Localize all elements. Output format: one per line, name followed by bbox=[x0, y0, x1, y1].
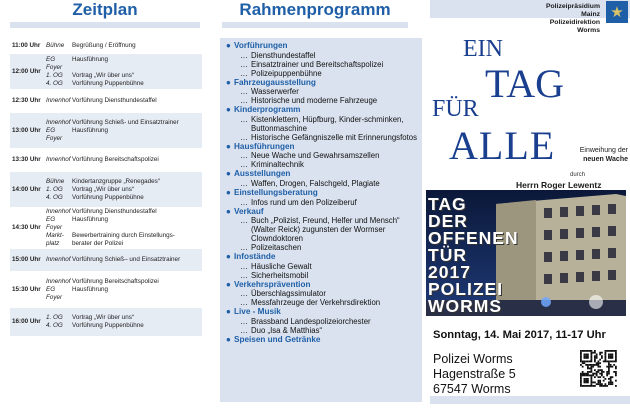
program-section-title bbox=[220, 280, 422, 290]
program-item bbox=[220, 69, 422, 78]
schedule-entry bbox=[46, 178, 202, 186]
schedule-time: 11:00 Uhr bbox=[12, 42, 41, 49]
ellipsis-icon: … bbox=[240, 160, 248, 170]
schedule-activity: Kindertanzgruppe „Renegades“ bbox=[72, 177, 160, 185]
schedule-entries bbox=[46, 56, 202, 88]
event-date: Sonntag, 14. Mai 2017, 11-17 Uhr bbox=[433, 329, 606, 341]
schedule-entry bbox=[46, 286, 202, 302]
program-item-label: Historische Gefängniszelle mit Erinnerungsfotos bbox=[251, 132, 417, 142]
ellipsis-icon: … bbox=[240, 270, 248, 280]
schedule-location: Innenhof bbox=[46, 97, 71, 104]
overlay-line: WORMS bbox=[428, 296, 503, 316]
schedule-location: 4. OG bbox=[46, 193, 63, 201]
program-item-label: Kistenklettern, Hüpfburg, Kinder-schminken, Buttonmaschine bbox=[251, 114, 404, 133]
ellipsis-icon: … bbox=[240, 197, 248, 207]
schedule-entry bbox=[46, 208, 202, 216]
schedule-location: Innenhof bbox=[46, 118, 71, 126]
bullet-icon: ● bbox=[226, 187, 231, 197]
schedule-row bbox=[10, 248, 202, 271]
org-line-2: Polizeidirektion Worms bbox=[549, 19, 600, 34]
schedule-location: EG Foyer bbox=[46, 126, 63, 142]
schedule-location: 4. OG bbox=[46, 322, 63, 329]
schedule-time: 15:00 Uhr bbox=[12, 256, 41, 263]
schedule-entry bbox=[46, 216, 202, 232]
bullet-icon: ● bbox=[226, 334, 231, 344]
by-text: durch bbox=[570, 172, 586, 178]
schedule-entry bbox=[46, 232, 202, 240]
schedule-location: Innenhof bbox=[46, 256, 71, 263]
address-line-2: Hagenstraße 5 bbox=[433, 367, 516, 381]
schedule-time: 13:30 Uhr bbox=[12, 156, 41, 163]
bullet-icon: ● bbox=[226, 252, 231, 262]
schedule-activity: Vortrag „Wir über uns“ bbox=[72, 185, 134, 193]
ellipsis-icon: … bbox=[240, 316, 248, 326]
schedule-entry bbox=[46, 97, 202, 105]
program-item-label: Neue Wache und Gewahrsamszellen bbox=[251, 151, 380, 161]
schedule-activity: Vorführung Bereitschaftspolizei bbox=[72, 156, 159, 163]
schedule-location: EG Foyer bbox=[46, 285, 63, 301]
program-section-label: Hausführungen bbox=[234, 141, 295, 151]
schedule-entries bbox=[46, 256, 202, 264]
schedule-location: Markt- bbox=[46, 232, 64, 239]
program-item-label: Sicherheitsmobil bbox=[251, 270, 309, 280]
schedule-time: 16:00 Uhr bbox=[12, 318, 41, 325]
program-item bbox=[220, 151, 422, 160]
schedule-entries bbox=[46, 119, 202, 143]
program-item bbox=[220, 262, 422, 271]
overlay-line: TÜR bbox=[428, 245, 467, 265]
program-title: Rahmenprogramm bbox=[239, 0, 391, 19]
schedule-header-bar bbox=[10, 22, 200, 28]
schedule-activity: Vorführung Diensthundestaffel bbox=[72, 97, 157, 104]
ellipsis-icon: … bbox=[240, 289, 248, 299]
schedule-activity: Hausführung bbox=[72, 55, 109, 63]
program-section-label: Speisen und Getränke bbox=[234, 334, 321, 344]
program-item bbox=[220, 96, 422, 105]
program-item-label: Überschlagssimulator bbox=[251, 289, 326, 299]
schedule-activity: Hausführung bbox=[72, 126, 109, 134]
program-list bbox=[220, 38, 422, 402]
program-item-label: Häusliche Gewalt bbox=[251, 261, 312, 271]
police-star-icon: ★ bbox=[606, 1, 628, 23]
ellipsis-icon: … bbox=[240, 132, 248, 142]
program-section-label: Verkehrsprävention bbox=[234, 279, 311, 289]
schedule-entry bbox=[46, 256, 202, 264]
ellipsis-icon: … bbox=[240, 243, 248, 253]
headline-word-2: TAG bbox=[485, 61, 565, 106]
org-line-1: Polizeipräsidium Mainz bbox=[545, 3, 600, 18]
poster-top-bar bbox=[430, 0, 630, 18]
schedule-entries bbox=[46, 97, 202, 105]
poster-bottom-bar bbox=[430, 396, 630, 404]
program-item bbox=[220, 198, 422, 207]
schedule-location: EG Foyer bbox=[46, 216, 63, 231]
overlay-line: DER bbox=[428, 211, 468, 231]
program-item bbox=[220, 115, 422, 133]
ellipsis-icon: … bbox=[240, 50, 248, 60]
schedule-entry bbox=[46, 119, 202, 127]
qr-code-graphic bbox=[580, 350, 617, 387]
guest-name: Herrn Roger Lewentz bbox=[516, 180, 602, 190]
program-item-label: Duo „Isa & Matthias“ bbox=[251, 325, 323, 335]
schedule-location: 1. OG bbox=[46, 71, 63, 79]
program-section-title bbox=[220, 78, 422, 88]
schedule-table bbox=[10, 38, 202, 336]
schedule-entry bbox=[46, 127, 202, 143]
program-section-label: Kinderprogramm bbox=[234, 105, 301, 115]
schedule-location: EG Foyer bbox=[46, 55, 63, 71]
ellipsis-icon: … bbox=[240, 96, 248, 106]
schedule-title: Zeitplan bbox=[72, 0, 138, 19]
program-item-label: Wasserwerfer bbox=[251, 87, 299, 97]
schedule-entry bbox=[46, 156, 202, 164]
program-section-title bbox=[220, 41, 422, 51]
schedule-entry bbox=[46, 322, 202, 330]
schedule-activity: Bewerbertraining durch Einstellungs- bbox=[72, 232, 175, 239]
ellipsis-icon: … bbox=[240, 87, 248, 97]
schedule-entry bbox=[46, 240, 202, 248]
program-item bbox=[220, 298, 422, 307]
program-section-label: Ausstellungen bbox=[234, 169, 291, 179]
program-item-label: Kriminaltechnik bbox=[251, 160, 304, 170]
overlay-line: TAG bbox=[428, 194, 467, 214]
schedule-activity: Vorführung Diensthundestaffel bbox=[72, 208, 157, 215]
program-section-label: Vorführungen bbox=[234, 41, 288, 50]
program-panel bbox=[212, 0, 418, 412]
overlay-line: POLIZEI bbox=[428, 279, 504, 299]
schedule-location: 4. OG bbox=[46, 79, 63, 87]
schedule-entry bbox=[46, 194, 202, 202]
schedule-activity: Vorführung Bereitschaftspolizei bbox=[72, 277, 159, 285]
ellipsis-icon: … bbox=[240, 325, 248, 335]
program-item bbox=[220, 179, 422, 188]
program-item bbox=[220, 326, 422, 335]
program-item-label: Messfahrzeuge der Verkehrsdirektion bbox=[251, 298, 381, 308]
inauguration-line-1: Einweihung der bbox=[579, 147, 628, 154]
schedule-location: Innenhof bbox=[46, 156, 71, 163]
schedule-time: 13:00 Uhr bbox=[12, 126, 41, 134]
schedule-entry bbox=[46, 314, 202, 322]
program-section-title bbox=[220, 307, 422, 317]
program-item bbox=[220, 317, 422, 326]
schedule-location: 1. OG bbox=[46, 185, 63, 193]
program-header-bar bbox=[222, 22, 408, 28]
schedule-location: Innenhof bbox=[46, 277, 71, 285]
inauguration-line-2: neuen Wache bbox=[583, 156, 628, 163]
schedule-entry bbox=[46, 186, 202, 194]
ellipsis-icon: … bbox=[240, 151, 248, 161]
address-line-3: 67547 Worms bbox=[433, 382, 511, 396]
headline-word-3: FÜR bbox=[432, 96, 479, 122]
schedule-location: Bühne bbox=[46, 42, 65, 49]
program-item bbox=[220, 51, 422, 60]
schedule-entry bbox=[46, 56, 202, 72]
schedule-time: 12:00 Uhr bbox=[12, 67, 41, 75]
program-section-label: Infostände bbox=[234, 252, 276, 262]
schedule-entry bbox=[46, 42, 202, 50]
schedule-activity: Vorführung Puppenbühne bbox=[72, 322, 144, 329]
program-item bbox=[220, 87, 422, 96]
schedule-row bbox=[10, 171, 202, 207]
building-photo bbox=[426, 190, 626, 316]
schedule-time: 14:30 Uhr bbox=[12, 224, 41, 231]
program-item-label: Buch „Polizist, Freund, Helfer und Mensch“ (Walter Reick) zugunsten der Wormser Clowndoktoren bbox=[251, 216, 400, 244]
program-section-title bbox=[220, 142, 422, 152]
program-section-label: Fahrzeugausstellung bbox=[234, 77, 316, 87]
ellipsis-icon: … bbox=[240, 298, 248, 308]
program-item bbox=[220, 160, 422, 169]
schedule-activity: Vorführung Schieß- und Einsatztrainer bbox=[72, 118, 179, 126]
schedule-activity: Hausführung bbox=[72, 285, 109, 293]
schedule-activity: Vortrag „Wir über uns“ bbox=[72, 314, 134, 321]
schedule-activity: Vortrag „Wir über uns“ bbox=[72, 71, 134, 79]
schedule-entry bbox=[46, 278, 202, 286]
schedule-location: 1. OG bbox=[46, 314, 63, 321]
bullet-icon: ● bbox=[226, 279, 231, 289]
ellipsis-icon: … bbox=[240, 59, 248, 69]
ellipsis-icon: … bbox=[240, 261, 248, 271]
program-item-label: Waffen, Drogen, Falschgeld, Plagiate bbox=[251, 178, 380, 188]
program-section-title bbox=[220, 252, 422, 262]
overlay-line: OFFENEN bbox=[428, 228, 519, 248]
bullet-icon: ● bbox=[226, 307, 231, 317]
schedule-panel bbox=[0, 0, 210, 412]
program-item bbox=[220, 289, 422, 298]
schedule-row bbox=[10, 38, 202, 53]
schedule-time: 14:00 Uhr bbox=[12, 185, 41, 193]
schedule-entries bbox=[46, 42, 202, 50]
overlay-line: 2017 bbox=[428, 262, 471, 282]
schedule-entry bbox=[46, 80, 202, 88]
inauguration-text bbox=[556, 146, 628, 164]
headline-word-1: EIN bbox=[463, 36, 503, 62]
schedule-row bbox=[10, 53, 202, 89]
program-section-title bbox=[220, 105, 422, 115]
program-item-label: Diensthundestaffel bbox=[251, 50, 316, 60]
program-item bbox=[220, 216, 422, 243]
schedule-row bbox=[10, 112, 202, 148]
program-section-label: Verkauf bbox=[234, 206, 264, 216]
schedule-entries bbox=[46, 278, 202, 302]
headline-word-4: ALLE bbox=[449, 123, 556, 168]
schedule-entries bbox=[46, 156, 202, 164]
program-item bbox=[220, 243, 422, 252]
ellipsis-icon: … bbox=[240, 216, 248, 226]
program-section-title bbox=[220, 335, 422, 345]
ellipsis-icon: … bbox=[240, 178, 248, 188]
program-item-label: Einsatztrainer und Bereitschaftspolizei bbox=[251, 59, 384, 69]
program-section-label: Einstellungsberatung bbox=[234, 187, 318, 197]
schedule-activity: Vorführung Schieß– und Einsatztrainer bbox=[72, 256, 181, 263]
schedule-row bbox=[10, 148, 202, 171]
bullet-icon: ● bbox=[226, 169, 231, 179]
bullet-icon: ● bbox=[226, 206, 231, 216]
police-org-text bbox=[536, 3, 600, 35]
schedule-entries bbox=[46, 208, 202, 248]
schedule-time: 15:30 Uhr bbox=[12, 285, 41, 293]
address-line-1: Polizei Worms bbox=[433, 352, 513, 366]
ellipsis-icon: … bbox=[240, 68, 248, 78]
program-item-label: Infos rund um den Polizeiberuf bbox=[251, 197, 357, 207]
ellipsis-icon: … bbox=[240, 114, 248, 124]
schedule-location: platz bbox=[46, 240, 60, 247]
bullet-icon: ● bbox=[226, 41, 231, 50]
program-section-title bbox=[220, 169, 422, 179]
bullet-icon: ● bbox=[226, 105, 231, 115]
schedule-row bbox=[10, 307, 202, 336]
schedule-row bbox=[10, 207, 202, 248]
schedule-activity: Hausführung bbox=[72, 216, 109, 223]
program-section-title bbox=[220, 188, 422, 198]
schedule-activity: Begrüßung / Eröffnung bbox=[72, 42, 136, 49]
program-item-label: Polizeitaschen bbox=[251, 243, 302, 253]
program-section-title bbox=[220, 207, 422, 217]
program-item-label: Historische und moderne Fahrzeuge bbox=[251, 96, 378, 106]
schedule-activity: Vorführung Puppenbühne bbox=[72, 79, 144, 87]
qr-code-icon[interactable] bbox=[580, 350, 617, 387]
schedule-time: 12:30 Uhr bbox=[12, 97, 41, 104]
schedule-row bbox=[10, 89, 202, 112]
bullet-icon: ● bbox=[226, 77, 231, 87]
program-section-label: Live - Musik bbox=[234, 307, 281, 317]
schedule-entries bbox=[46, 178, 202, 202]
program-item bbox=[220, 133, 422, 142]
schedule-entry bbox=[46, 72, 202, 80]
bullet-icon: ● bbox=[226, 141, 231, 151]
program-item bbox=[220, 60, 422, 69]
program-item-label: Brassband Landespolizeiorchester bbox=[251, 316, 371, 326]
program-item bbox=[220, 271, 422, 280]
schedule-location: Innenhof bbox=[46, 208, 71, 215]
schedule-location: Bühne bbox=[46, 177, 65, 185]
schedule-entries bbox=[46, 314, 202, 330]
schedule-activity: Vorführung Puppenbühne bbox=[72, 193, 144, 201]
program-item-label: Polizeipuppenbühne bbox=[251, 68, 322, 78]
schedule-activity: berater der Polizei bbox=[72, 240, 124, 247]
schedule-row bbox=[10, 271, 202, 307]
